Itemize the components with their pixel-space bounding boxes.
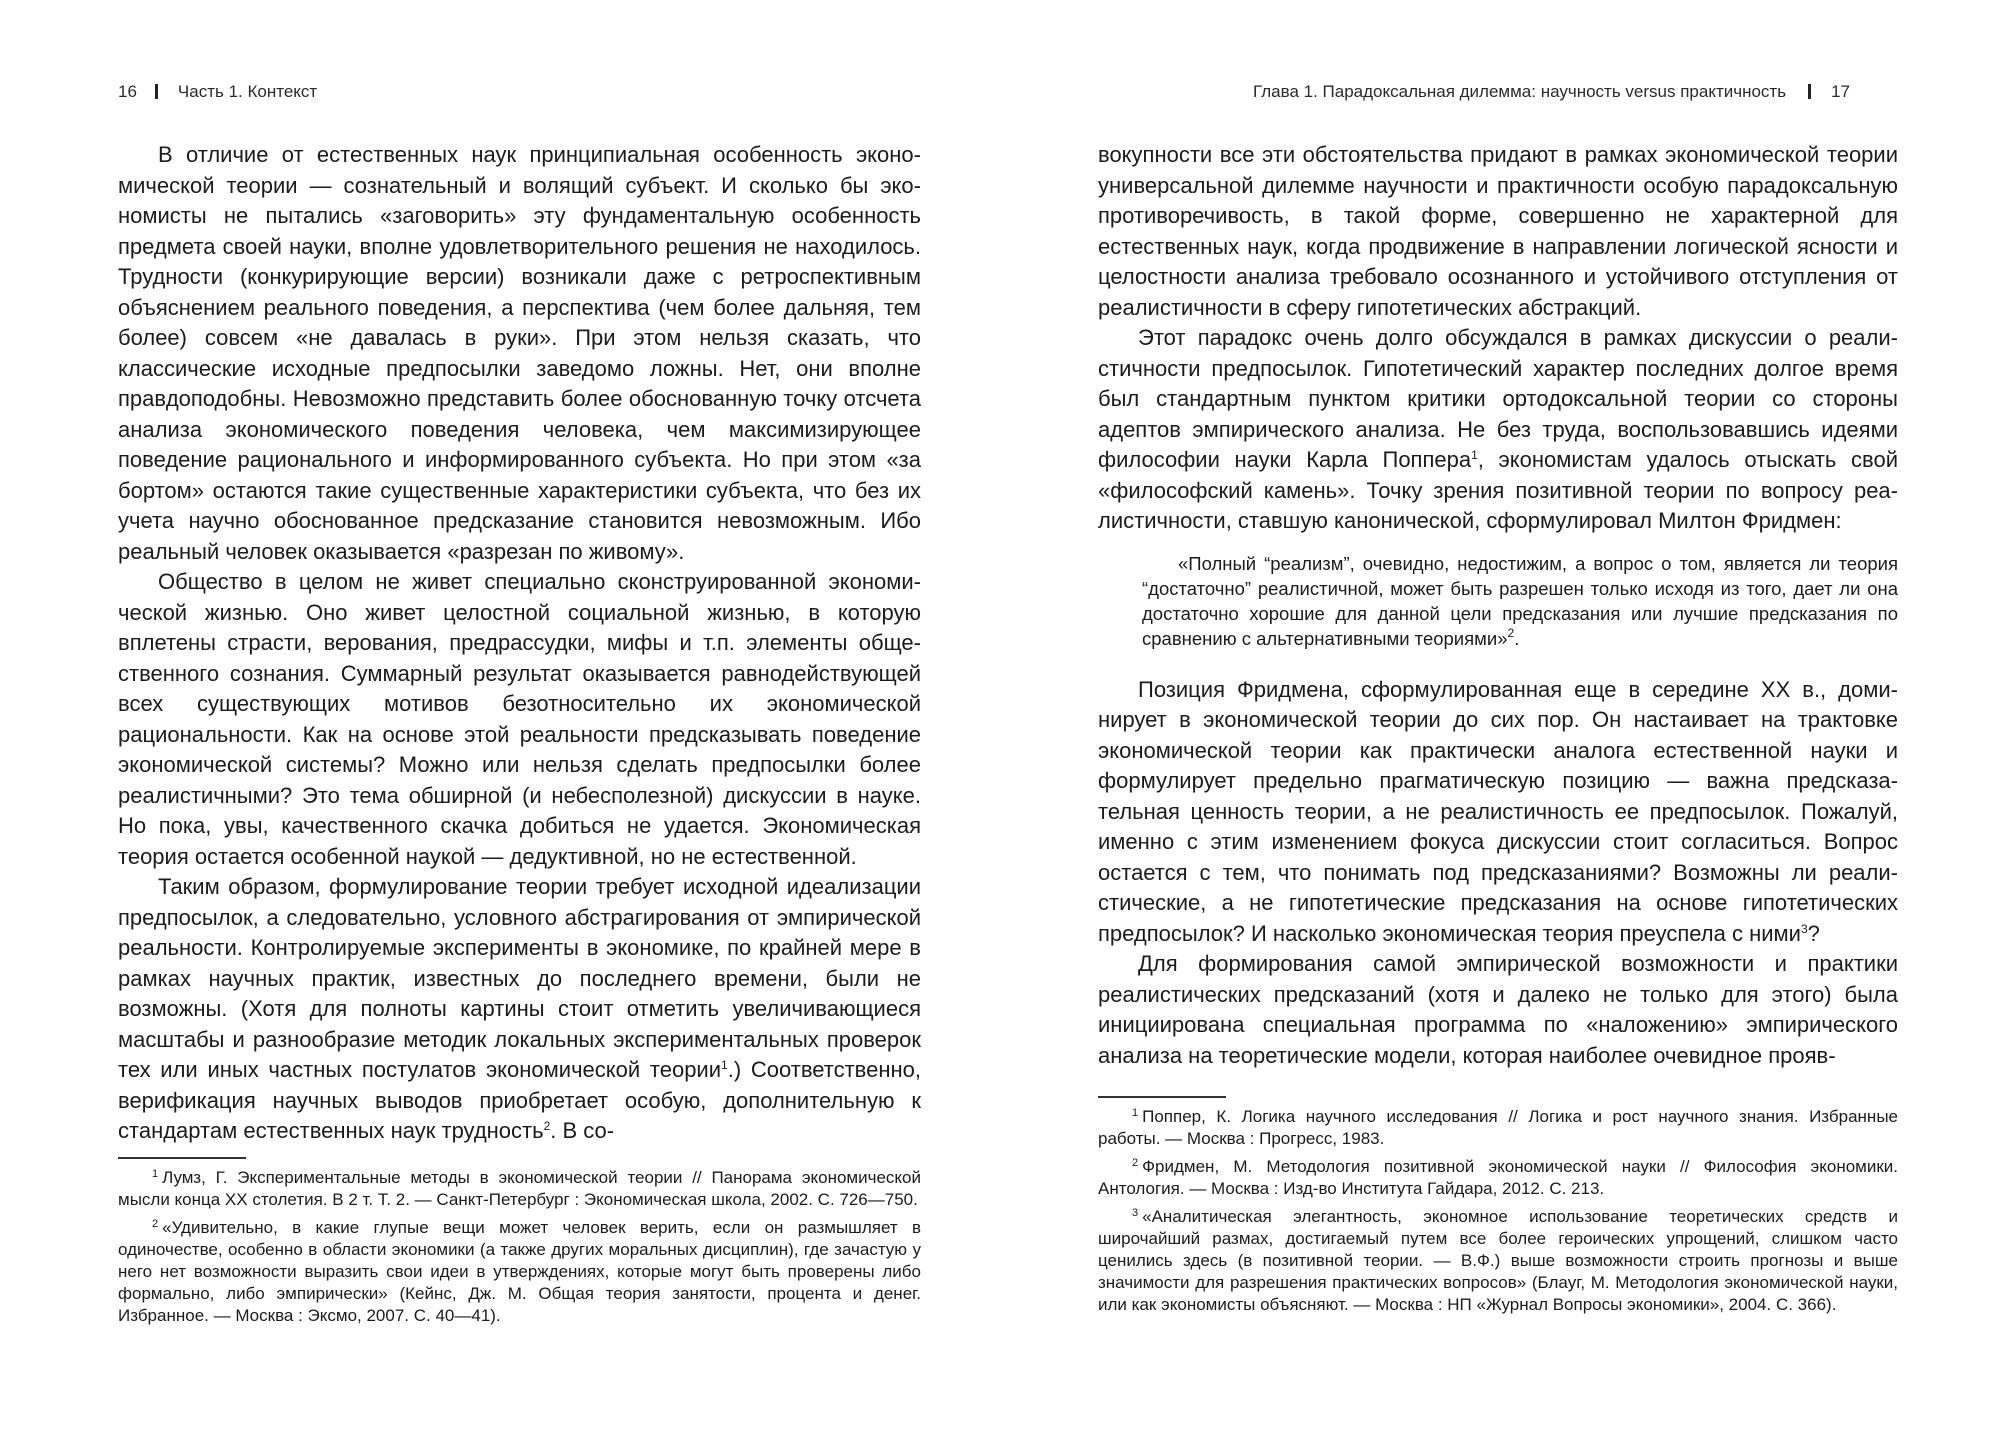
footnotes <box>118 1157 921 1333</box>
paragraph: Этот парадокс очень долго обсуждался в рамках дискуссии о реалистичности предпосылок. Гипотетический характер последних долгое время был стандартным пунктом критики ортодоксальной теории со стороны адептов эмпирического анализа. Не без труда, воспользовавшись идеями философии науки Карла Поппера$^1$, экономистам удалось отыскать свой «философский камень». Точку зрения позитивной теории по вопросу реалистичности, ставшую канонической, сформулировал Милтон Фридмен: <box>1098 325 1898 533</box>
page-number: 17 <box>1831 82 1850 101</box>
block-quote: «Полный “реализм”, очевидно, недостижим, а вопрос о том, является ли теория “достаточно” реалистичной, может быть разрешен только исходя из того, дает ли она достаточно хорошие для данной цели предсказания или лучшие предсказания по сравнению с альтернативными теориями»$^2$. <box>1142 552 1898 649</box>
paragraph: В отличие от естественных наук принципиальная особенность экономической теории — сознательный и волящий субъект. И сколько бы экономисты не пытались «заговорить» эту фундаментальную особенность предмета своей науки, вполне удовлетворительного решения не находилось. Трудности (конкурирующие версии) возникали даже с ретроспективным объяснением реального поведения, а перспектива (чем более дальняя, тем более) совсем «не давалась в руки». При этом нельзя сказать, что классические исходные предпосылки заведомо ложны. Нет, они вполне правдоподобны. Невозможно представить более обоснованную точку отсчета анализа экономического поведения человека, чем максимизирующее поведение рационального и информированного субъекта. Но при этом «за бортом» остаются такие существенные характеристики субъекта, что без их учета научно обоснованное предсказание становится невозможным. Ибо реальный человек оказывается «разрезан по живому». <box>118 142 921 564</box>
footnote-ref: 1 <box>721 1058 728 1072</box>
footnote-divider <box>118 1157 246 1159</box>
paragraph: вокупности все эти обстоятельства придают в рамках экономической теории универсальной дилемме научности и практичности особую парадоксальную противоречивость, в такой форме, совершенно не характерной для естественных наук, когда продвижение в направлении логической ясности и целостности анализа требовало осознанного и устойчивого отступления от реалистичности в сферу гипотетических абстракций. <box>1098 142 1898 320</box>
paragraph: Таким образом, формулирование теории требует исходной идеализации предпосылок, а следовательно, условного абстрагирования от эмпирической реальности. Контролируемые эксперименты в экономике, по крайней мере в рамках научных практик, известных до последнего времени, были не возможны. (Хотя для полноты картины стоит отметить увеличивающиеся масштабы и разнообразие методик локальных экспериментальных проверок тех или иных частных постулатов экономической теории$^1$.) Соответственно, верификация научных выводов приобретает особую, дополнительную к стандартам естественных наук трудность$^2$. В со- <box>118 874 921 1143</box>
main-text <box>1098 140 1898 1071</box>
footnote: $^1$ Лумз, Г. Экспериментальные методы в экономической теории // Панорама экономической мысли конца XX столетия. В 2 т. Т. 2. — Санкт-Петербург : Экономическая школа, 2002. С. 726—750. <box>118 1167 921 1209</box>
header-section-title: Часть 1. Контекст <box>177 82 318 101</box>
footnote-ref: 3 <box>1800 921 1808 936</box>
header-section-title: Глава 1. Парадоксальная дилемма: научность versus практичность <box>1253 82 1787 101</box>
page-number: 16 <box>118 82 137 101</box>
right-page <box>1000 0 2000 1448</box>
paragraph: Для формирования самой эмпирической возможности и практики реалистических предсказаний (хотя и далеко не только для этого) была инициирована специальная программа по «наложению» эмпирического анализа на теоретические модели, которая наиболее очевидное прояв- <box>1098 951 1898 1068</box>
footnote-ref: 2 <box>543 1119 551 1133</box>
footnotes <box>1098 1096 1898 1322</box>
paragraph: Общество в целом не живет специально сконструированной экономической жизнью. Оно живет целостной социальной жизнью, в которую вплетены страсти, верования, предрассудки, мифы и т.п. элементы общественного сознания. Суммарный результат оказывается равнодействующей всех существующих мотивов безотносительно их экономической рациональности. Как на основе этой реальности предсказывать поведение экономической системы? Можно или нельзя сделать предпосылки более реалистичными? Это тема обширной (и небесполезной) дискуссии в науке. Но пока, увы, качественного скачка добиться не удается. Экономическая теория остается особенной наукой — дедуктивной, но не естественной. <box>118 569 921 869</box>
footnote-ref: 2 <box>1507 625 1515 640</box>
footnote-ref: 1 <box>1471 448 1478 462</box>
footnote: $^2$ «Удивительно, в какие глупые вещи может человек верить, если он размышляет в одиночестве, особенно в области экономики (а также других моральных дисциплин), где зачастую у него нет возможности выразить свои идеи в утверждениях, которые могут быть проверены либо формально, либо эмпирически» (Кейнс, Дж. М. Общая теория занятости, процента и денег. Избранное. — Москва : Эксмо, 2007. С. 40—41). <box>118 1217 921 1325</box>
footnote-divider <box>1098 1096 1226 1098</box>
header-divider <box>1808 84 1811 99</box>
running-header <box>118 82 317 102</box>
header-divider <box>155 84 158 99</box>
footnote: $^2$ Фридмен, М. Методология позитивной экономической науки // Философия экономики. Антология. — Москва : Изд-во Института Гайдара, 2012. С. 213. <box>1098 1156 1898 1198</box>
paragraph: Позиция Фридмена, сформулированная еще в середине XX в., доминирует в экономической теории до сих пор. Он настаивает на трактовке экономической теории как практически аналога естественной науки и формулирует предельно прагматическую позицию — важна предсказательная ценность теории, а не реалистичность ее предпосылок. Пожалуй, именно с этим изменением фокуса дискуссии стоит согласиться. Вопрос остается с тем, что понимать под предсказаниями? Возможны ли реалистические, а не гипотетические предсказания на основе гипотетических предпосылок? И насколько экономическая теория преуспела с ними$^3$? <box>1098 676 1898 946</box>
footnote: $^3$ «Аналитическая элегантность, экономное использование теоретических средств и широчайший размах, достигаемый путем все более героических упрощений, слишком часто ценились здесь (в позитивной теории. — В.Ф.) выше возможности строить прогнозы и выше значимости для разрешения практических вопросов» (Блауг, М. Методология экономической науки, или как экономисты объясняют. — Москва : НП «Журнал Вопросы экономики», 2004. С. 366). <box>1098 1206 1898 1314</box>
running-header <box>1253 82 1850 102</box>
footnote: $^1$ Поппер, К. Логика научного исследования // Логика и рост научного знания. Избранные работы. — Москва : Прогресс, 1983. <box>1098 1106 1898 1148</box>
main-text <box>118 140 921 1147</box>
